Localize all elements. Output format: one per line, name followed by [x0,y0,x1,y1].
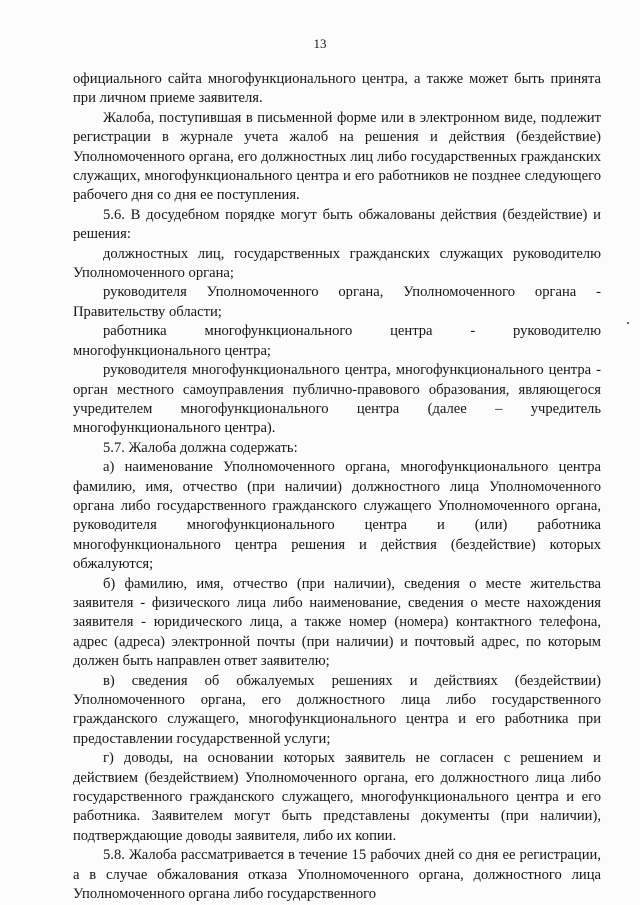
paragraph: г) доводы, на основании которых заявитель не согласен с решением и действием (бездействием) Уполномоченного органа, его должностного лица либо государственного гражданского служащего, многофункционального центра и его работника. Заявителем могут быть представлены документы (при наличии), подтверждающие доводы заявителя, либо их копии. [73,750,601,844]
paragraph: в) сведения об обжалуемых решениях и действиях (бездействии) Уполномоченного органа, его должностного лица либо государственного гражданского служащего, многофункционального центра и его работника при предоставлении государственной услуги; [73,672,601,747]
page-number: 13 [313,36,327,51]
paragraph: 5.7. Жалоба должна содержать: [103,439,298,456]
paragraph: руководителя Уполномоченного органа, Уполномоченного органа - Правительству области; [73,284,601,320]
paragraph: а) наименование Уполномоченного органа, многофункционального центра фамилию, имя, отчество (при наличии) должностного лица Уполномоченного органа либо государственного гражданского служащего Уполномоченного органа, руководителя многофункционального центра и (или) работника многофункционального центра решения и действия (бездействие) которых обжалуются; [73,459,601,573]
paragraph: б) фамилию, имя, отчество (при наличии), сведения о месте жительства заявителя - физического лица либо наименование, сведения о месте нахождения заявителя - юридического лица, а также номер (номера) контактного телефона, адрес (адреса) электронной почты (при наличии) и почтовый адрес, по которым должен быть направлен ответ заявителю; [73,575,601,670]
paragraph: 5.8. Жалоба рассматривается в течение 15 рабочих дней со дня ее регистрации, а в случае обжалования отказа Уполномоченного органа, должностного лица Уполномоченного органа либо государственного [73,847,601,903]
paragraph: 5.6. В досудебном порядке могут быть обжалованы действия (бездействие) и решения: [73,206,601,243]
paragraph: руководителя многофункционального центра, многофункционального центра - орган местного самоуправления публично-правового образования, являющегося учредителем многофункционального центра (далее – учредитель многофункционального центра). [73,362,601,437]
scan-artifact-dot [627,322,629,324]
document-body [73,70,601,904]
paragraph: Жалоба, поступившая в письменной форме или в электронном виде, подлежит регистрации в журнале учета жалоб на решения и действия (бездействие) Уполномоченного органа, его должностных лиц либо государственных гражданских служащих, многофункционального центра и его работников не позднее следующего рабочего дня со дня ее поступления. [73,109,601,204]
paragraph: официального сайта многофункционального центра, а также может быть принята при личном приеме заявителя. [73,71,601,107]
paragraph: должностных лиц, государственных гражданских служащих руководителю Уполномоченного органа; [73,245,601,282]
paragraph: работника многофункционального центра - руководителю многофункционального центра; [73,323,601,359]
